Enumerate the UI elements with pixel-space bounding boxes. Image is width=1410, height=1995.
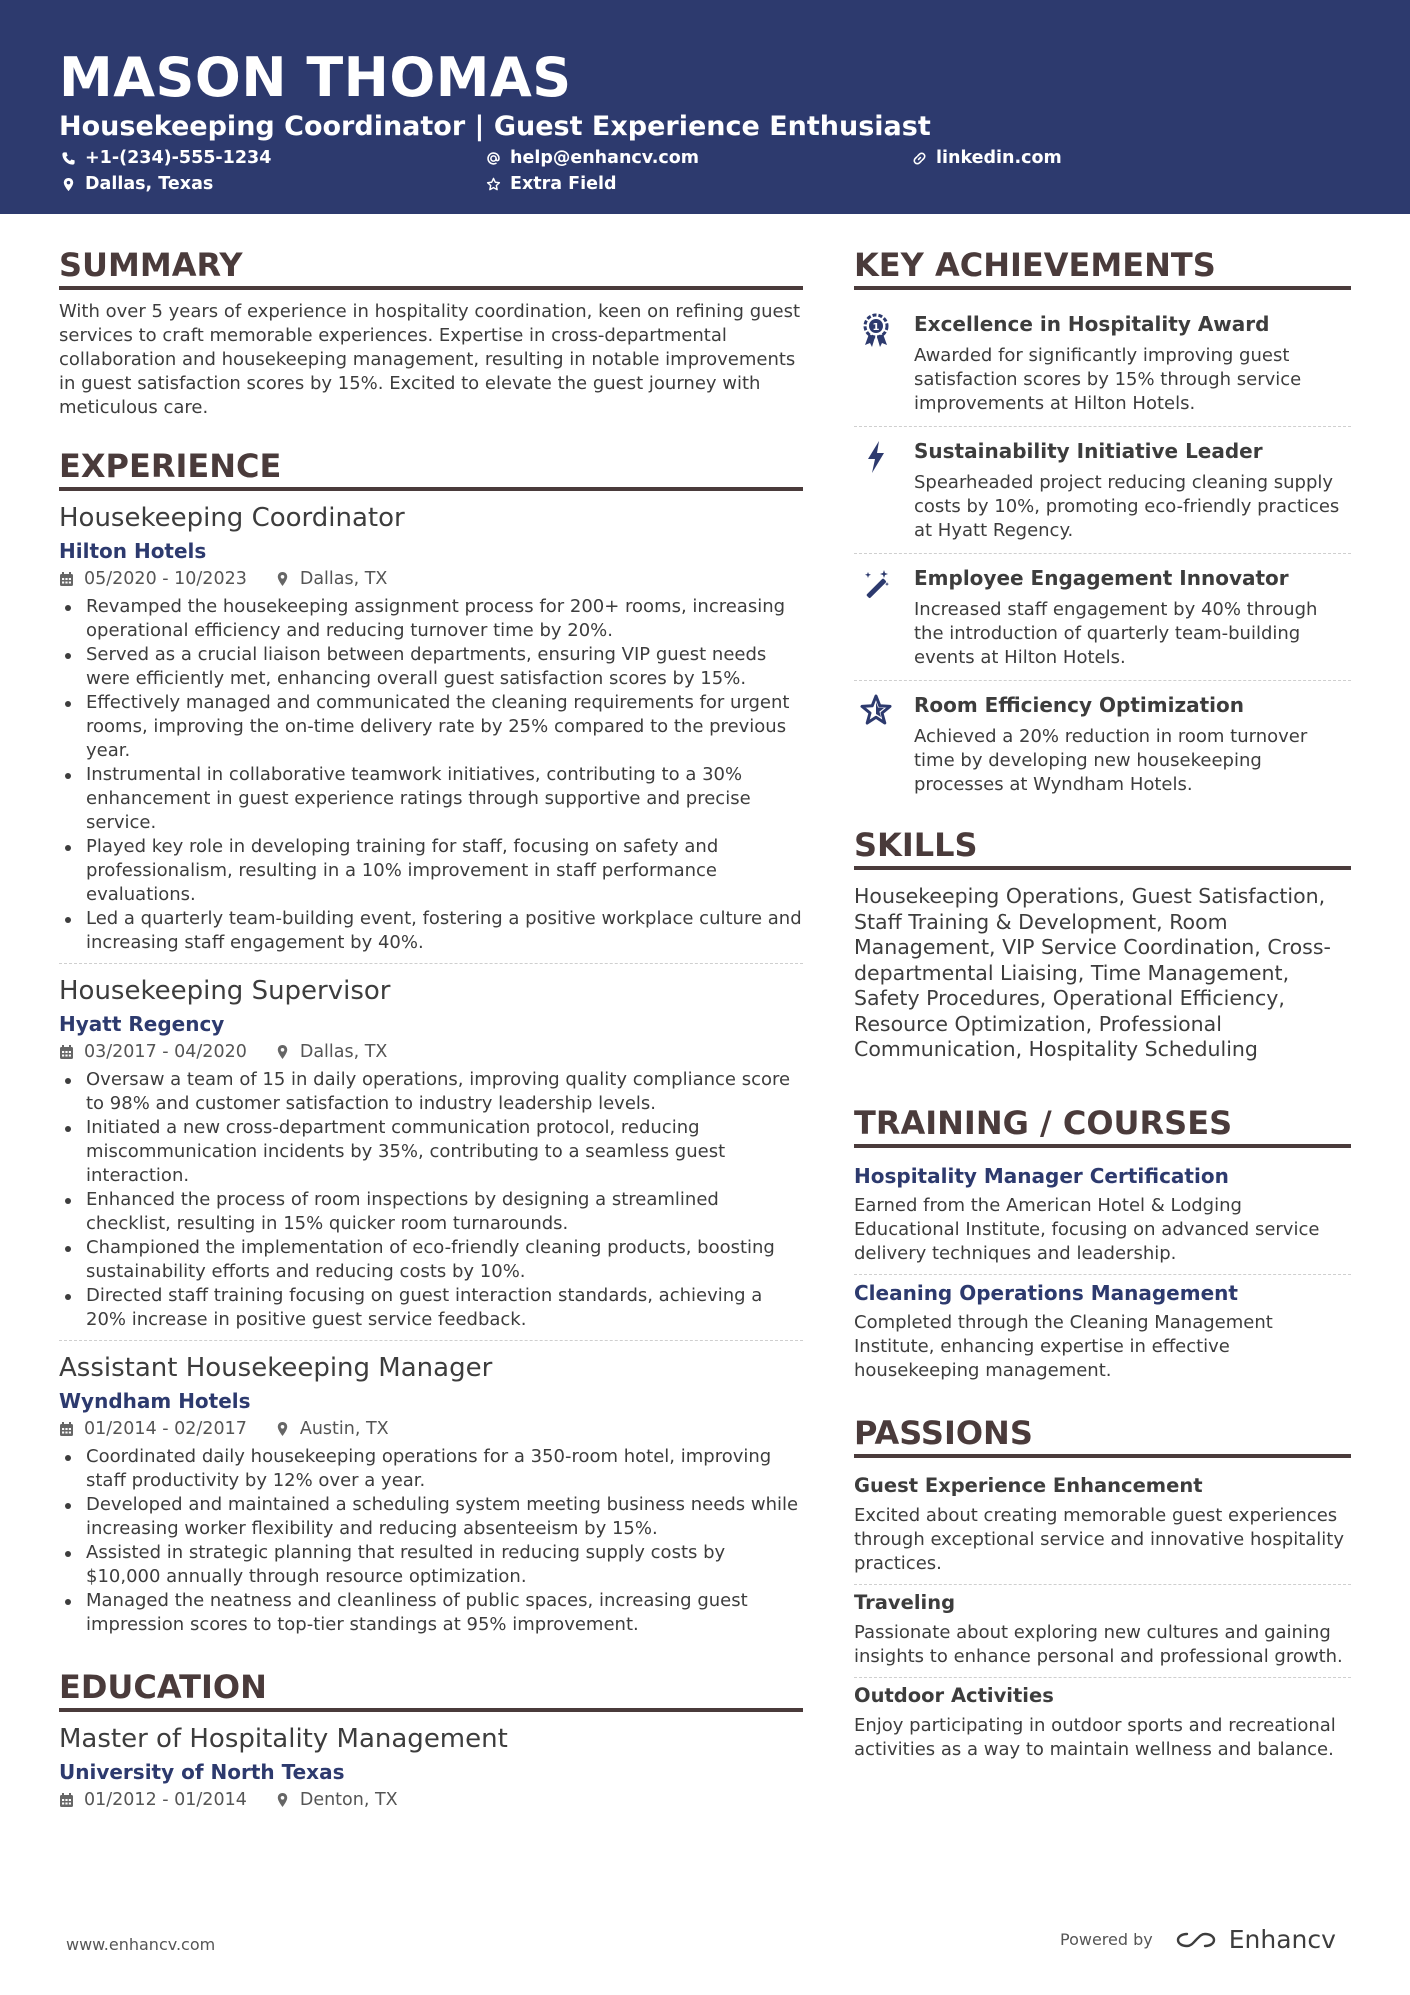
calendar-icon: [59, 1421, 74, 1437]
education-location: Denton, TX: [299, 1790, 398, 1810]
achievement-title: Employee Engagement Innovator: [914, 566, 1289, 590]
achievement-body: [914, 564, 1351, 670]
powered-by-label: Powered by: [1060, 1930, 1153, 1949]
job-bullet: Directed staff training focusing on guest interaction standards, achieving a 20% increase in positive guest service feedback.: [59, 1284, 803, 1332]
passion-item: [854, 1678, 1351, 1770]
achievements-heading: KEY ACHIEVEMENTS: [854, 245, 1351, 290]
training-title: Hospitality Manager Certification: [854, 1163, 1229, 1188]
achievement-item: [854, 427, 1351, 554]
job-bullet: Instrumental in collaborative teamwork initiatives, contributing to a 30% enhancement in guest experience ratings through supportive and precise service.: [59, 763, 803, 835]
resume-header: [0, 0, 1410, 214]
summary-heading: SUMMARY: [59, 245, 803, 290]
job-location: Austin, TX: [299, 1419, 389, 1439]
training-heading: TRAINING / COURSES: [854, 1103, 1351, 1148]
skills-text: Housekeeping Operations, Guest Satisfaction, Staff Training & Development, Room Management, VIP Service Coordination, Cross-departmental Liaising, Time Management, Safety Procedures, Operational Efficiency, Resource Optimization, Professional Communication, Hospitality Scheduling: [854, 884, 1331, 1061]
passions-list: [854, 1468, 1351, 1770]
job-bullet: Oversaw a team of 15 in daily operations, improving quality compliance score to 98% and customer satisfaction to industry leadership levels.: [59, 1068, 803, 1116]
contact-email[interactable]: [486, 147, 699, 169]
achievement-description: Awarded for significantly improving guest satisfaction scores by 15% through service improvements at Hilton Hotels.: [914, 345, 1302, 414]
education-dates: 01/2012 - 01/2014: [84, 1790, 247, 1810]
location-pin-icon: [275, 1044, 290, 1060]
email-text: help@enhancv.com: [510, 148, 700, 168]
job-bullet: Played key role in developing training for staff, focusing on safety and professionalism, resulting in a 10% improvement in staff performance evaluations.: [59, 835, 803, 907]
job-meta: [59, 567, 803, 591]
job-bullet: Coordinated daily housekeeping operations for a 350-room hotel, improving staff productivity by 12% over a year.: [59, 1445, 803, 1493]
enhancv-brand-text: Enhancv: [1228, 1925, 1336, 1954]
job-meta: [59, 1417, 803, 1441]
achievement-title: Excellence in Hospitality Award: [914, 312, 1270, 336]
achievement-item: [854, 300, 1351, 427]
job-bullet: Managed the neatness and cleanliness of public spaces, increasing guest impression scores to top-tier standings at 95% improvement.: [59, 1589, 803, 1637]
candidate-name: MASON THOMAS: [59, 46, 572, 109]
job-bullet: Assisted in strategic planning that resulted in reducing supply costs by $10,000 annually through resource optimization.: [59, 1541, 803, 1589]
job-company: Wyndham Hotels: [59, 1389, 251, 1413]
achievement-body: [914, 691, 1351, 797]
star-icon: [854, 691, 914, 797]
training-item: [854, 1275, 1351, 1391]
magic-wand-icon: [854, 564, 914, 670]
phone-icon: [61, 151, 76, 166]
job-bullets: [59, 1445, 803, 1637]
passion-item: [854, 1585, 1351, 1678]
right-column: [854, 245, 1351, 1770]
location-text: Dallas, Texas: [85, 174, 214, 194]
job-title: Housekeeping Coordinator: [59, 503, 405, 533]
contact-location: [61, 173, 213, 195]
passion-description: Excited about creating memorable guest experiences through exceptional service and innovative hospitality practices.: [854, 1504, 1344, 1574]
job-location: Dallas, TX: [299, 1042, 388, 1062]
achievement-item: [854, 554, 1351, 681]
contact-extra-field: [486, 173, 617, 195]
location-pin-icon: [275, 1421, 290, 1437]
job-bullets: [59, 1068, 803, 1332]
job-location: Dallas, TX: [299, 569, 388, 589]
experience-list: [59, 501, 803, 1645]
link-icon: [912, 151, 927, 166]
extra-field-text: Extra Field: [510, 174, 617, 194]
achievement-description: Achieved a 20% reduction in room turnover time by developing new housekeeping processes at Wyndham Hotels.: [914, 726, 1308, 795]
passion-description: Enjoy participating in outdoor sports and recreational activities as a way to maintain wellness and balance.: [854, 1714, 1336, 1760]
passion-description: Passionate about exploring new cultures and gaining insights to enhance personal and professional growth.: [854, 1621, 1343, 1667]
passion-title: Outdoor Activities: [854, 1683, 1054, 1707]
job-dates: 01/2014 - 02/2017: [84, 1419, 247, 1439]
enhancv-logo-icon: [1173, 1928, 1219, 1952]
passion-title: Guest Experience Enhancement: [854, 1473, 1203, 1497]
experience-entry: [59, 501, 803, 964]
job-title: Assistant Housekeeping Manager: [59, 1353, 493, 1383]
achievement-item: [854, 681, 1351, 807]
training-description: Earned from the American Hotel & Lodging Educational Institute, focusing on advanced service delivery techniques and leadership.: [854, 1194, 1320, 1264]
contact-phone[interactable]: [61, 147, 271, 169]
job-bullet: Led a quarterly team-building event, fostering a positive workplace culture and increasing staff engagement by 40%.: [59, 907, 803, 955]
star-outline-icon: [486, 177, 501, 192]
location-pin-icon: [275, 1792, 290, 1808]
achievement-description: Spearheaded project reducing cleaning supply costs by 10%, promoting eco-friendly practices at Hyatt Regency.: [914, 472, 1340, 541]
location-pin-icon: [61, 177, 76, 192]
achievements-list: [854, 300, 1351, 807]
job-bullet: Developed and maintained a scheduling system meeting business needs while increasing worker flexibility and reducing absenteeism by 15%.: [59, 1493, 803, 1541]
job-bullet: Enhanced the process of room inspections by designing a streamlined checklist, resulting in 15% quicker room turnarounds.: [59, 1188, 803, 1236]
job-company: Hyatt Regency: [59, 1012, 225, 1036]
phone-text: +1-(234)-555-1234: [85, 148, 272, 168]
at-sign-icon: [486, 151, 501, 166]
calendar-icon: [59, 1792, 74, 1808]
passions-heading: PASSIONS: [854, 1413, 1351, 1458]
footer-website[interactable]: www.enhancv.com: [66, 1935, 216, 1954]
job-bullet: Served as a crucial liaison between departments, ensuring VIP guest needs were efficiently met, enhancing overall guest satisfaction scores by 15%.: [59, 643, 803, 691]
passion-title: Traveling: [854, 1590, 956, 1614]
training-description: Completed through the Cleaning Management Institute, enhancing expertise in effective housekeeping management.: [854, 1311, 1273, 1381]
summary-text: With over 5 years of experience in hospitality coordination, keen on refining guest services to craft memorable experiences. Expertise in cross-departmental collaboration and housekeeping management, resulting in notable improvements in guest satisfaction scores by 15%. Excited to elevate the guest journey with meticulous care.: [59, 301, 801, 418]
job-bullet: Effectively managed and communicated the cleaning requirements for urgent rooms, improving the on-time delivery rate by 25% compared to the previous year.: [59, 691, 803, 763]
linkedin-text: linkedin.com: [936, 148, 1062, 168]
lightning-bolt-icon: [854, 437, 914, 543]
left-column: [59, 245, 803, 1824]
education-entry: [59, 1722, 803, 1824]
enhancv-logo[interactable]: [1173, 1925, 1336, 1954]
job-bullet: Initiated a new cross-department communication protocol, reducing miscommunication incidents by 35%, contributing to a seamless guest interaction.: [59, 1116, 803, 1188]
job-title: Housekeeping Supervisor: [59, 976, 391, 1006]
training-list: [854, 1158, 1351, 1391]
experience-entry: [59, 974, 803, 1341]
job-bullet: Championed the implementation of eco-friendly cleaning products, boosting sustainability efforts and reducing costs by 10%.: [59, 1236, 803, 1284]
achievement-body: [914, 310, 1351, 416]
passion-item: [854, 1468, 1351, 1585]
footer-branding: [1060, 1925, 1336, 1954]
achievement-title: Room Efficiency Optimization: [914, 693, 1244, 717]
job-dates: 05/2020 - 10/2023: [84, 569, 247, 589]
location-pin-icon: [275, 571, 290, 587]
job-bullet: Revamped the housekeeping assignment process for 200+ rooms, increasing operational efficiency and reducing turnover time by 20%.: [59, 595, 803, 643]
training-item: [854, 1158, 1351, 1275]
achievement-description: Increased staff engagement by 40% through the introduction of quarterly team-building events at Hilton Hotels.: [914, 599, 1318, 668]
calendar-icon: [59, 1044, 74, 1060]
job-company: Hilton Hotels: [59, 539, 207, 563]
education-degree: Master of Hospitality Management: [59, 1724, 508, 1754]
education-school: University of North Texas: [59, 1760, 345, 1784]
achievement-body: [914, 437, 1351, 543]
experience-heading: EXPERIENCE: [59, 446, 803, 491]
svg-text:1: 1: [872, 322, 880, 333]
job-dates: 03/2017 - 04/2020: [84, 1042, 247, 1062]
job-bullets: [59, 595, 803, 955]
education-heading: EDUCATION: [59, 1667, 803, 1712]
experience-entry: [59, 1351, 803, 1645]
job-meta: [59, 1040, 803, 1064]
skills-heading: SKILLS: [854, 825, 1351, 870]
contact-linkedin[interactable]: [912, 147, 1062, 169]
calendar-icon: [59, 571, 74, 587]
candidate-headline: Housekeeping Coordinator | Guest Experience Enthusiast: [59, 111, 931, 142]
training-title: Cleaning Operations Management: [854, 1280, 1238, 1305]
achievement-title: Sustainability Initiative Leader: [914, 439, 1263, 463]
education-meta: [59, 1788, 803, 1812]
award-ribbon-icon: [854, 310, 914, 416]
